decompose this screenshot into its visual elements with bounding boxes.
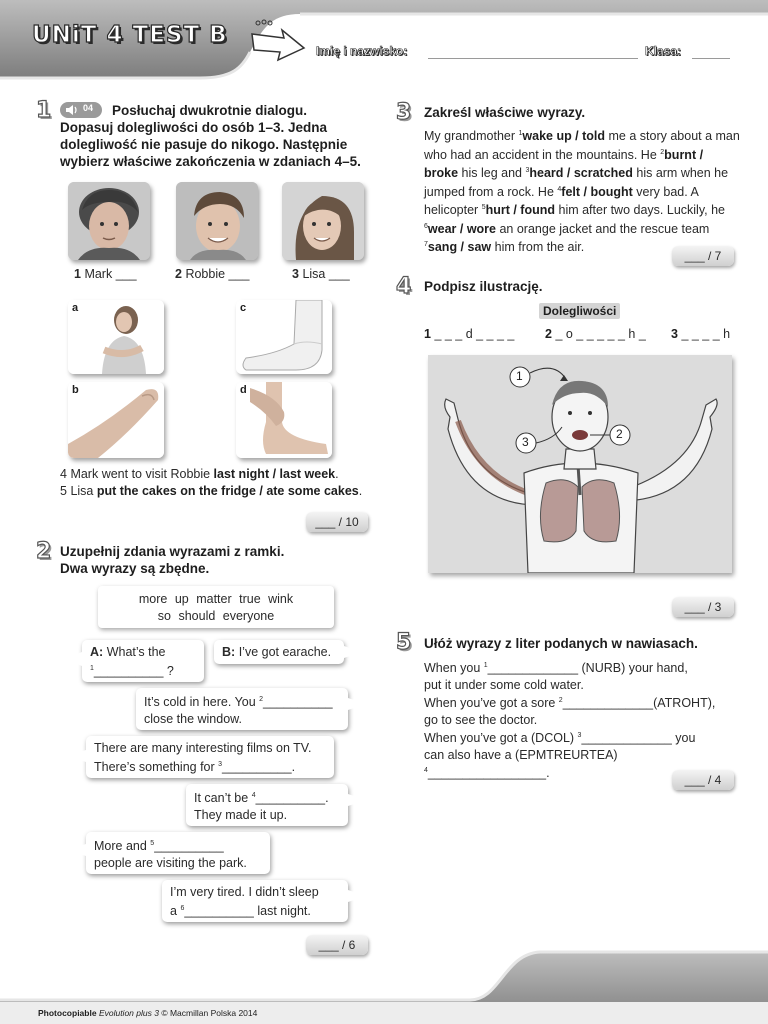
person-1-label: 1 Mark ___	[74, 267, 137, 281]
sentence-4: 4 Mark went to visit Robbie last night / last week.	[60, 467, 339, 481]
photo-robbie	[176, 182, 258, 260]
choice-2[interactable]: burnt / broke	[424, 147, 704, 180]
photo-mark	[68, 182, 150, 260]
person-2-label: 2 Robbie ___	[175, 267, 250, 281]
name-input-line[interactable]	[428, 58, 638, 59]
task-3-instruction: Zakreśl właściwe wyrazy.	[424, 105, 586, 120]
callout-1: 1	[516, 369, 523, 383]
footer-credit: Photocopiable Evolution plus 3 © Macmillan Polska 2014	[38, 1008, 258, 1018]
speaker-icon	[65, 104, 79, 119]
sentence-5-choice[interactable]: put the cakes on the fridge / ate some cakes	[96, 484, 359, 498]
choice-6[interactable]: wear / wore	[427, 221, 496, 236]
task-5-score[interactable]: ___ / 4	[672, 770, 734, 790]
callout-3: 3	[522, 435, 529, 449]
sentence-4-choice[interactable]: last night / last week	[213, 467, 336, 481]
task-1-instruction-line-1: Posłuchaj dwukrotnie dialogu.	[112, 103, 308, 118]
task-2-number: 2	[36, 539, 52, 564]
speech-bubble-1: A: What’s the $^1$__________ ?	[82, 640, 204, 682]
body-illustration	[428, 355, 732, 573]
picture-c-foot-plaster	[236, 300, 332, 374]
name-label: Imię i nazwisko:	[316, 44, 408, 58]
audio-track: 04	[83, 103, 94, 113]
task-5-text: When you $^1$_____________ (NURB) your hand, put it under some cold water. When you’ve got a sore $^2$_____________(ATROHT), go to see the doctor. When you’ve got a (DCOL) $^3$_____________ you can also have a (EPMTREURTEA) $^4$_________________.	[424, 661, 716, 780]
audio-badge[interactable]	[60, 102, 102, 118]
anagram-3[interactable]: _____________ you	[581, 731, 696, 745]
anagram-2[interactable]: _____________(ATROHT),	[562, 696, 716, 710]
blank-1[interactable]: __________ ?	[93, 663, 174, 678]
task-2-instruction-line-2: Dwa wyrazy są zbędne.	[60, 561, 210, 576]
picture-d-letter: d	[240, 384, 247, 396]
speech-bubble-7: I’m very tired. I didn’t sleep a $^6$__________ last night.	[162, 880, 348, 922]
task-2-score[interactable]: ___ / 6	[306, 935, 368, 955]
label-3[interactable]: 3 _ _ _ _ h	[671, 327, 731, 341]
picture-a-stomachache	[68, 300, 164, 374]
picture-d-ankle	[236, 382, 332, 458]
task-1-instruction-line-2: Dopasuj dolegliwości do osób 1–3. Jedna	[60, 120, 328, 135]
task-5-number: 5	[396, 630, 412, 655]
speech-bubble-6: More and $^5$__________ people are visiting the park.	[86, 832, 270, 874]
task-1-score[interactable]: ___ / 10	[306, 512, 368, 532]
label-1[interactable]: 1 _ _ _ d _ _ _ _	[424, 327, 515, 341]
callout-2: 2	[616, 427, 623, 441]
picture-c-letter: c	[240, 302, 247, 314]
word-box	[98, 586, 334, 628]
anagram-4[interactable]: _________________.	[427, 766, 550, 780]
task-4-score[interactable]: ___ / 3	[672, 597, 734, 617]
anagram-1[interactable]: _____________ (NURB) your hand,	[487, 661, 688, 675]
choice-4[interactable]: felt / bought	[561, 184, 633, 199]
blank-6[interactable]: __________ last night.	[184, 903, 311, 918]
speech-bubble-2: B: I’ve got earache.	[214, 640, 344, 664]
task-5-instruction: Ułóż wyrazy z liter podanych w nawiasach.	[424, 636, 698, 651]
word-box-line-2: so should everyone	[157, 608, 275, 623]
unit-title: UNiT 4 TEST B	[32, 22, 228, 48]
arrow-icon	[248, 18, 308, 71]
task-3-score[interactable]: ___ / 7	[672, 246, 734, 266]
blank-5[interactable]: __________	[154, 839, 224, 853]
label-2[interactable]: 2 _ o _ _ _ _ _ h _	[545, 327, 646, 341]
task-1-instruction-line-3: dolegliwość nie pasuje do nikogo. Następnie	[60, 137, 348, 152]
speech-bubble-5: It can’t be $^4$__________. They made it up.	[186, 784, 348, 826]
class-label: Klasa:	[645, 44, 682, 58]
task-4-number: 4	[396, 274, 412, 299]
blank-4[interactable]: __________.	[255, 791, 329, 805]
choice-7[interactable]: sang / saw	[427, 240, 492, 254]
task-1-number: 1	[36, 98, 52, 123]
task-3-story: My grandmother $^1$wake up / told me a story about a man who had an accident in the mountains. He $^2$burnt / broke his leg and $^3$heard / scratched his arm when he jumped from a rock. He $^4$felt / bought very bad. A helicopter $^5$hurt / found him after two days. Luckily, he $^6$wear / wore an orange jacket and the rescue team $^7$sang / saw him from the air.	[424, 129, 740, 254]
class-input-line[interactable]	[692, 58, 730, 59]
task-1-instruction-line-4: wybierz właściwe zakończenia w zdaniach 4–5.	[60, 154, 361, 169]
task-3-number: 3	[396, 100, 412, 125]
blank-3[interactable]: __________.	[222, 759, 296, 774]
person-3-label: 3 Lisa ___	[292, 267, 350, 281]
choice-5[interactable]: hurt / found	[485, 203, 556, 217]
task-4-instruction: Podpisz ilustrację.	[424, 279, 543, 294]
picture-a-letter: a	[72, 302, 79, 314]
category-tag: Dolegliwości	[539, 303, 620, 319]
choice-1[interactable]: wake up / told	[522, 129, 606, 143]
blank-2[interactable]: __________	[263, 695, 333, 709]
speech-bubble-3: It’s cold in here. You $^2$__________ close the window.	[136, 688, 348, 730]
picture-b-cut-finger	[68, 382, 164, 458]
sentence-5: 5 Lisa put the cakes on the fridge / ate some cakes.	[60, 484, 363, 498]
task-2-instruction-line-1: Uzupełnij zdania wyrazami z ramki.	[60, 544, 285, 559]
choice-3[interactable]: heard / scratched	[529, 166, 633, 180]
photo-lisa	[282, 182, 364, 260]
speech-bubble-4: There are many interesting films on TV. There’s something for $^3$__________.	[86, 736, 334, 778]
picture-b-letter: b	[72, 384, 79, 396]
word-box-line-1: more up matter true wink	[138, 592, 294, 606]
